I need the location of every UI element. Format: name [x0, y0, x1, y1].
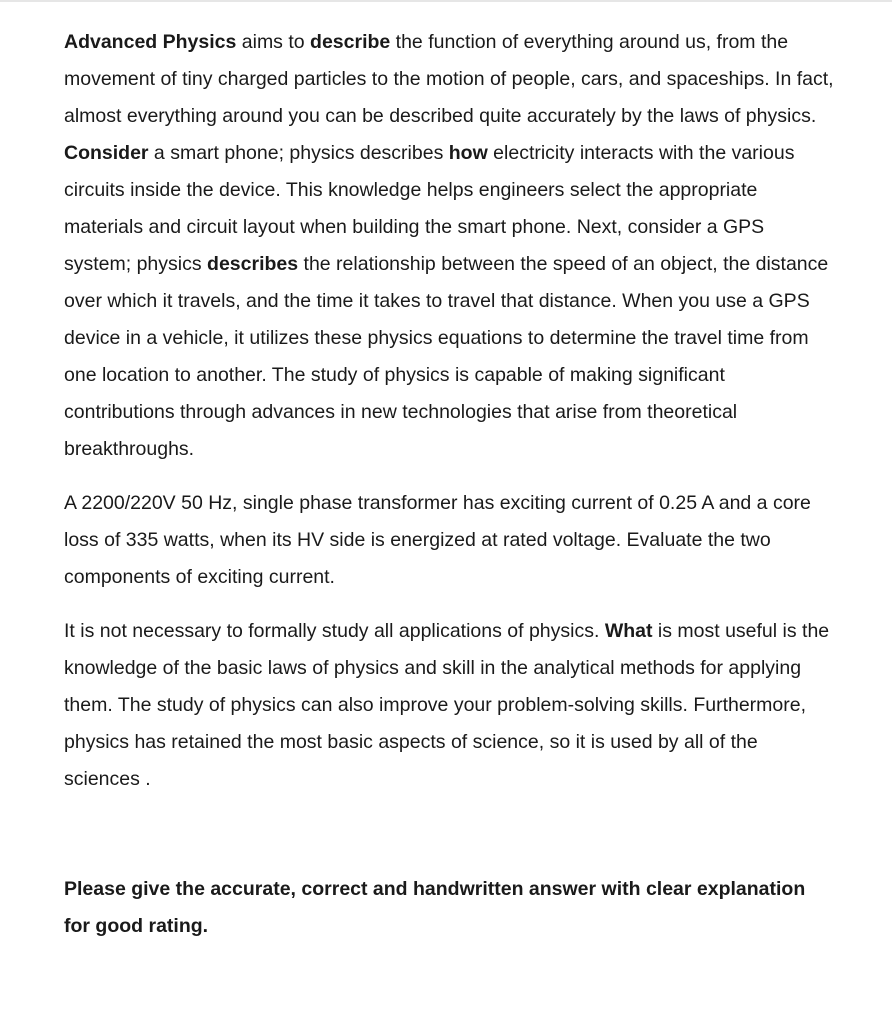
- text-segment-bold: describes: [207, 253, 299, 275]
- request-note-paragraph: [64, 871, 834, 945]
- physics-applications-paragraph: [64, 613, 834, 798]
- document-page: [64, 24, 834, 945]
- text-segment: It is not necessary to formally study all applications of physics.: [64, 620, 605, 642]
- text-segment-bold: Please give the accurate, correct and handwritten answer with clear explanation for good rating.: [64, 878, 806, 937]
- text-segment: A 2200/220V 50 Hz, single phase transformer has exciting current of 0.25 A and a core loss of 335 watts, when its HV side is energized at rated voltage. Evaluate the two components of exciting current.: [64, 492, 811, 588]
- text-segment: aims to: [236, 31, 311, 53]
- text-segment: the function of everything around us, from the movement of tiny charged particles to the motion of people, cars, and spaceships. In fact, almost everything around you can be described quite accurately by the laws of physics.: [64, 31, 834, 127]
- text-segment-bold: describe: [310, 31, 391, 53]
- text-segment: is most useful is the knowledge of the basic laws of physics and skill in the analytical methods for applying them. The study of physics can also improve your problem-solving skills. Furthermore, physics has retained the most basic aspects of science, so it is used by all of the sciences .: [64, 620, 830, 790]
- page-top-edge: [0, 0, 892, 2]
- text-segment-bold: What: [604, 620, 653, 642]
- text-segment-bold: Consider: [64, 142, 149, 164]
- text-segment: the relationship between the speed of an object, the distance over which it travels, and the time it takes to travel that distance. When you use a GPS device in a vehicle, it utilizes these physics equations to determine the travel time from one location to another. The study of physics is capable of making significant contributions through advances in new technologies that arise from theoretical breakthroughs.: [64, 253, 829, 460]
- text-segment: electricity interacts with the various circuits inside the device. This knowledge helps engineers select the appropriate materials and circuit layout when building the smart phone. Next, consider a GPS system; physics: [64, 142, 795, 275]
- text-segment-bold: how: [448, 142, 488, 164]
- intro-paragraph: [64, 24, 834, 468]
- text-segment-bold: Advanced Physics: [64, 31, 237, 53]
- transformer-question-paragraph: [64, 485, 834, 596]
- text-segment: a smart phone; physics describes: [148, 142, 449, 164]
